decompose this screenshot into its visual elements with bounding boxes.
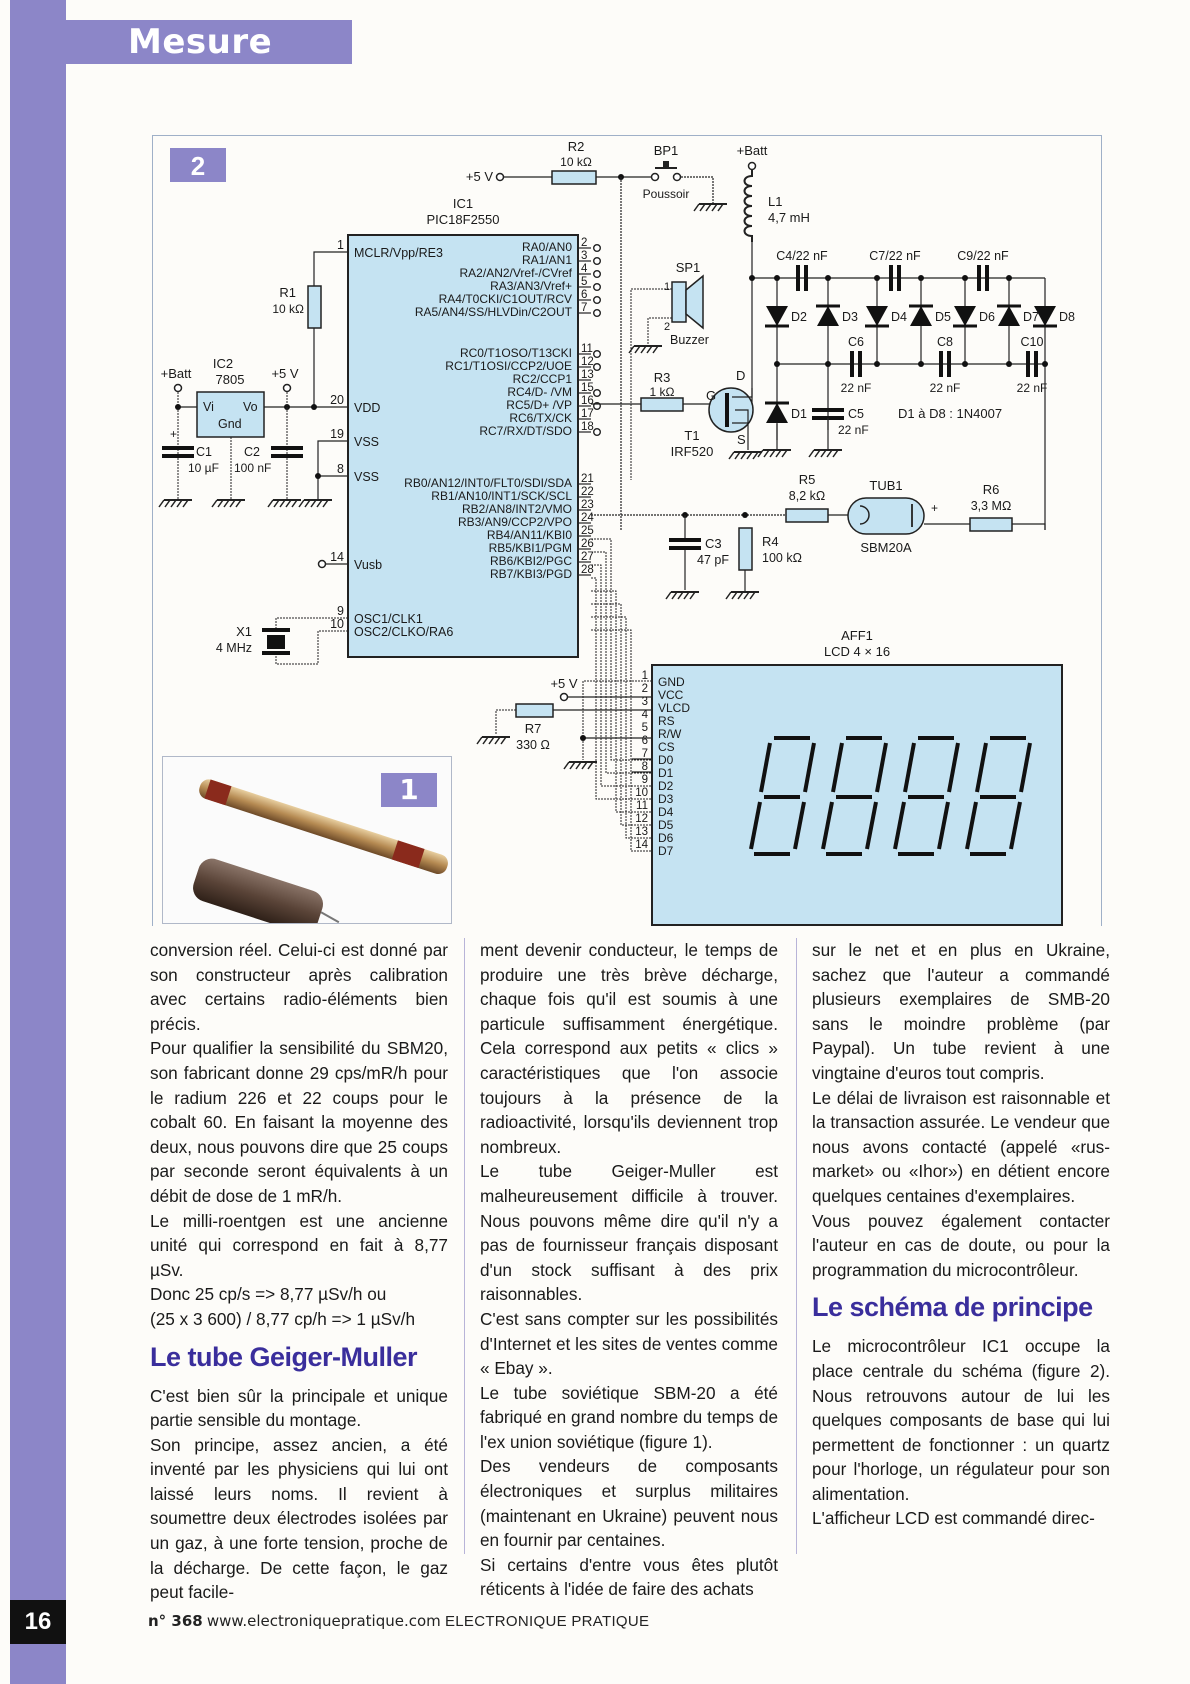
paragraph: Pour qualifier la sensibilité du SBM20, son fabricant donne 29 cps/mR/h pour le radium 226 et 22 coups pour le cobalt 60. En faisant la moyenne des deux, nous pouvons dire que 25 coups par seconde seront équivalents à un débit de dose de 1 mR/h.: [150, 1038, 448, 1206]
c7-label: C7/22 nF: [869, 249, 921, 263]
l1-value: 4,7 mH: [768, 210, 810, 225]
ic1-pin-number: 8: [337, 462, 344, 476]
pin-terminal: [594, 284, 601, 291]
r5-ref: R5: [798, 472, 816, 487]
c6-value: 22 nF: [840, 381, 872, 395]
lcd-pin-number: 2: [641, 683, 648, 695]
paragraph: (25 x 3 600) / 8,77 cp/h => 1 µSv/h: [150, 1308, 416, 1329]
r2-ref: R2: [567, 139, 585, 154]
pin-terminal: [594, 429, 601, 436]
ic1-pin-number: 28: [581, 564, 594, 576]
r6-ref: R6: [982, 482, 1000, 497]
sp1-ref: SP1: [675, 260, 701, 275]
lcd-pin-name: RS: [658, 714, 675, 728]
r1-ref: R1: [279, 285, 296, 300]
c2-value: 100 nF: [234, 461, 272, 475]
paragraph: C'est sans compter sur les possibilités d'Internet et les sites de ventes comme « Ebay ».: [480, 1308, 778, 1379]
ic1-pin-name: RC2/CCP1: [512, 372, 572, 386]
tub1-part: SBM20A: [860, 540, 912, 555]
ic1-pin-number: 7: [581, 302, 588, 314]
paragraph: ment devenir conducteur, le temps de produire une très brève décharge, chaque fois qu'il est soumis à une particule suffisamment énergétique. Cela correspond aux petits « clics » caractéristiques que l'on associe toujours à la présence de la radioactivité, lorsqu'ils deviennent trop nombreux.: [480, 940, 778, 1157]
d5-diode: [909, 306, 933, 326]
ic2-vi: Vi: [203, 400, 214, 414]
r2-value: 10 kΩ: [560, 155, 592, 169]
lcd-pin-number: 10: [635, 787, 648, 799]
ic1-pin-name: RC4/D- /VM: [507, 385, 572, 399]
figure-1-photo: [162, 756, 452, 924]
column-divider: [796, 938, 797, 1554]
d4-diode: [865, 306, 889, 326]
ic1-pin-number: 10: [330, 617, 344, 631]
ic1-pin-number: 24: [581, 512, 594, 524]
d6-diode: [953, 306, 977, 326]
ic1-pin-number: 3: [581, 250, 588, 262]
ic1-pin-name: RC7/RX/DT/SDO: [479, 424, 572, 438]
ic1-pin-name: RC0/T1OSO/T13CKI: [459, 346, 572, 360]
r4-resistor: [739, 528, 752, 570]
ic1-pin-number: 16: [581, 395, 594, 407]
aff1-part: LCD 4 × 16: [823, 644, 891, 659]
lcd-pin-number: 1: [641, 670, 648, 682]
pin-terminal: [594, 351, 601, 358]
pin-terminal: [594, 310, 601, 317]
ic1-pin-number: 26: [581, 538, 594, 550]
column-divider: [464, 938, 465, 1554]
ic1-pin-name: MCLR/Vpp/RE3: [354, 246, 443, 260]
svg-text:2: 2: [664, 321, 671, 333]
pin-terminal: [594, 245, 601, 252]
r3-value: 1 kΩ: [649, 385, 675, 399]
ic1-pin-name: RB4/AN11/KBI0: [486, 528, 572, 542]
section-heading: Le schéma de principe: [812, 1292, 1093, 1323]
ic1-pin-name: RB5/KBI1/PGM: [488, 541, 572, 555]
ic1-pin-number: 11: [581, 343, 593, 355]
r1-value: 10 kΩ: [272, 302, 304, 316]
bp1-name: Poussoir: [642, 187, 690, 201]
ic1-pin-number: 5: [581, 276, 588, 288]
lcd-pin-number: 11: [636, 800, 648, 812]
r6-value: 3,3 MΩ: [970, 499, 1012, 513]
ic1-pin-number: 21: [581, 473, 594, 485]
t1-part: IRF520: [670, 444, 714, 459]
d4-ref: D4: [891, 310, 907, 324]
pin-terminal: [594, 297, 601, 304]
ic1-pin-name: Vusb: [354, 558, 383, 572]
lcd-pin-name: VCC: [658, 688, 684, 702]
r4-value: 100 kΩ: [762, 551, 802, 565]
lcd-pin-name: VLCD: [658, 701, 691, 715]
page-number: 16: [10, 1600, 66, 1644]
ic2-gnd: Gnd: [218, 417, 242, 431]
ic1-pin-name: VSS: [354, 470, 380, 484]
lcd-pin-name: D3: [658, 792, 674, 806]
ic1-pin-number: 25: [581, 525, 594, 537]
c9-label: C9/22 nF: [957, 249, 1009, 263]
article-column-1: [150, 938, 448, 1605]
article-column-2: [480, 938, 778, 1602]
ic1-pin-number: 17: [581, 408, 594, 420]
d7-ref: D7: [1023, 310, 1039, 324]
ic1-pin-number: 18: [581, 421, 594, 433]
ic1-pin-number: 1: [337, 238, 344, 252]
d2-diode: [765, 306, 789, 326]
ic2-output-label: +5 V: [271, 366, 299, 381]
d2-ref: D2: [791, 310, 807, 324]
lcd-pin-number: 13: [635, 826, 648, 838]
ic2-ref: IC2: [212, 356, 234, 371]
ic2-input-label: +Batt: [160, 366, 192, 381]
c1-value: 10 µF: [188, 461, 219, 475]
paragraph: Le microcontrôleur IC1 occupe la place centrale du schéma (figure 2). Nous retrouvons autour de lui les quelques composants de base qui lui permettent de fonctionner : un quartz pour l'horloge, un régulateur pour son alimentation.: [812, 1336, 1110, 1504]
lcd-pin-name: CS: [658, 740, 675, 754]
ic1-pin-name: RC1/T1OSI/CCP2/UOE: [445, 359, 572, 373]
l1-ref: L1: [768, 194, 783, 209]
lcd-pin-number: 12: [635, 813, 648, 825]
pin-terminal: [594, 364, 601, 371]
paragraph: Si certains d'entre vous êtes plutôt réticents à l'idée de faire des achats: [480, 1554, 778, 1600]
figure-2-badge: 2: [190, 151, 206, 181]
ic1-pin-name: RA5/AN4/SS/HLVDin/C2OUT: [414, 305, 572, 319]
lcd-pin-number: 9: [641, 774, 648, 786]
lcd-supply-label: +5 V: [550, 676, 578, 691]
r6-resistor: [970, 518, 1012, 531]
lcd-pin-name: D7: [658, 844, 674, 858]
t1-source-label: S: [737, 432, 746, 447]
ic1-pin-number: 6: [581, 289, 588, 301]
rubric-title: Mesure: [128, 22, 273, 62]
svg-text:+: +: [170, 427, 178, 441]
x1-value: 4 MHz: [215, 641, 252, 655]
pin-terminal: [594, 258, 601, 265]
d1-ref: D1: [791, 407, 807, 421]
lcd-pin-number: 6: [641, 735, 648, 747]
d3-ref: D3: [842, 310, 858, 324]
magazine-brand: ELECTRONIQUE PRATIQUE: [444, 1613, 650, 1630]
ic1-pin-number: 14: [330, 550, 344, 564]
ic1-pin-name: RA2/AN2/Vref-/CVref: [459, 266, 572, 280]
ic1-pin-name: RB1/AN10/INT1/SCK/SCL: [431, 489, 572, 503]
paragraph: sur le net et en plus en Ukraine, sachez que l'auteur a commandé plusieurs exemplaires de SMB-20 sans le moindre problème (par Paypal). Un tube revient à une vingtaine d'euros tout compris.: [812, 940, 1110, 1083]
ic1-pin-number: 9: [337, 604, 344, 618]
r5-value: 8,2 kΩ: [788, 489, 826, 503]
pin-terminal: [594, 390, 601, 397]
c5-value: 22 nF: [838, 423, 869, 437]
ic1-pin-number: 15: [581, 382, 594, 394]
c10-value: 22 nF: [1016, 381, 1048, 395]
ic1-pin-name: RC5/D+ /VP: [506, 398, 572, 412]
r7-resistor: [516, 704, 553, 717]
ic1-pin-name: RA3/AN3/Vref+: [490, 279, 572, 293]
lcd-pin-name: R/W: [658, 727, 682, 741]
pin-terminal: [594, 271, 601, 278]
ic2-part: 7805: [215, 372, 245, 387]
tub1-ref: TUB1: [869, 478, 903, 493]
ic1-pin-name: RB2/AN8/INT2/VMO: [461, 502, 572, 516]
ic1-pin-name: RA0/AN0: [521, 240, 572, 254]
d8-ref: D8: [1059, 310, 1075, 324]
ic1-pin-name: VDD: [354, 401, 381, 415]
l1-inductor: [745, 170, 753, 242]
lcd-pin-name: D5: [658, 818, 674, 832]
x1-crystal: [267, 635, 285, 649]
ic1-pin-name: OSC1/CLK1: [354, 612, 423, 626]
paragraph: Son principe, assez ancien, a été inventé par les physiciens qui lui ont laissé leurs noms. Il revient à soumettre deux électrodes isolées par un gaz, à une forte tension, proche de la décharge. De cette façon, le gaz peut facile-: [150, 1434, 448, 1603]
lcd-pin-number: 14: [635, 839, 648, 851]
sp1-name: Buzzer: [670, 333, 709, 347]
lcd-pin-name: D4: [658, 805, 674, 819]
paragraph: Le délai de livraison est raisonnable et la transaction assurée. Le vendeur que nous avons contacté (appelé «rus-market» ou «Ihor») en détient encore quelques centaines d'exemplaires.: [812, 1087, 1110, 1206]
paragraph: Donc 25 cp/s => 8,77 µSv/h ou: [150, 1284, 387, 1305]
sp1-buzzer: [672, 282, 686, 322]
paragraph: conversion réel. Celui-ci est donné par son constructeur après calibration avec certains radio-éléments bien précis.: [150, 940, 448, 1034]
paragraph: Des vendeurs de composants électroniques et surplus militaires (maintenant en Ukraine) peuvent nous en fournir par centaines.: [480, 1456, 778, 1551]
footer-credits: [148, 1612, 649, 1630]
paragraph: C'est bien sûr la principale et unique partie sensible du montage.: [150, 1385, 448, 1431]
figure-1-badge: 1: [381, 773, 437, 807]
r5-resistor: [786, 509, 828, 522]
paragraph: Le milli-roentgen est une ancienne unité qui correspond en fait à 8,77 µSv.: [150, 1210, 448, 1280]
ic1-pin-number: 13: [581, 369, 594, 381]
issue-number: n° 368: [148, 1612, 203, 1630]
d7-diode: [997, 306, 1021, 326]
ic1-pin-name: RA4/T0CKI/C1OUT/RCV: [438, 292, 572, 306]
r7-value: 330 Ω: [516, 738, 550, 752]
ic1-pin-number: 23: [581, 499, 594, 511]
paragraph: L'afficheur LCD est commandé direc-: [812, 1508, 1095, 1529]
lcd-pin-number: 4: [641, 709, 648, 721]
magazine-url[interactable]: www.electroniquepratique.com: [206, 1612, 441, 1630]
lcd-pin-name: D0: [658, 753, 674, 767]
c3-value: 47 pF: [697, 553, 729, 567]
tub1-plus: +: [931, 501, 939, 515]
lcd-pin-name: D2: [658, 779, 674, 793]
ic1-pin-name: VSS: [354, 435, 380, 449]
ic1-pin-number: 27: [581, 551, 594, 563]
section-heading: Le tube Geiger-Muller: [150, 1341, 418, 1372]
ic1-pin-name: RC6/TX/CK: [509, 411, 572, 425]
r2-resistor: [552, 171, 596, 184]
r3-resistor: [641, 398, 683, 411]
c8-ref: C8: [937, 335, 953, 349]
ic1-pin-number: 2: [581, 237, 588, 249]
c10-ref: C10: [1020, 335, 1044, 349]
lcd-pin-name: D6: [658, 831, 674, 845]
r4-ref: R4: [762, 534, 779, 549]
ic1-pin-name: OSC2/CLKO/RA6: [354, 625, 454, 639]
ic1-pin-number: 22: [581, 486, 594, 498]
ic1-pin-number: 19: [330, 427, 344, 441]
c2-ref: C2: [244, 445, 260, 459]
paragraph: Le tube Geiger-Muller est malheureusement difficile à trouver. Nous pouvons même dire qu'il n'y a pas de fournisseur français disposant d'un stock suffisant à des prix raisonnables.: [480, 1161, 778, 1305]
d1-diode: [765, 403, 789, 423]
lcd-pin-number: 3: [641, 696, 648, 708]
t1-drain-label: D: [736, 368, 746, 383]
ic2-vo: Vo: [243, 400, 258, 414]
lcd-pin-number: 7: [641, 748, 648, 760]
d5-ref: D5: [935, 310, 951, 324]
paragraph: Le tube soviétique SBM-20 a été fabriqué en grand nombre du temps de l'ex union soviétique (figure 1).: [480, 1382, 778, 1452]
r1-resistor: [308, 286, 321, 328]
ic1-pin-name: RA1/AN1: [521, 253, 572, 267]
c4-label: C4/22 nF: [776, 249, 828, 263]
ground-symbol: [694, 204, 727, 211]
c6-ref: C6: [848, 335, 864, 349]
ic1-pin-number: 4: [581, 263, 588, 275]
lcd-pin-number: 5: [641, 722, 648, 734]
bp1-ref: BP1: [653, 143, 679, 158]
r3-ref: R3: [653, 370, 671, 385]
c5-ref: C5: [848, 407, 864, 421]
t1-gate-label: G: [706, 388, 717, 403]
lcd-pin-name: GND: [658, 675, 685, 689]
ic1-pin-number: 20: [330, 393, 344, 407]
aff1-ref: AFF1: [841, 628, 873, 643]
ic1-part: PIC18F2550: [426, 212, 500, 227]
d6-ref: D6: [979, 310, 995, 324]
t1-ref: T1: [684, 428, 700, 443]
ic1-pin-name: RB6/KBI2/PGC: [489, 554, 572, 568]
ic1-pin-name: RB3/AN9/CCP2/VPO: [457, 515, 572, 529]
svg-text:1: 1: [664, 281, 671, 293]
lcd-pin-number: 8: [641, 761, 648, 773]
c1-ref: C1: [196, 445, 212, 459]
r7-ref: R7: [524, 721, 542, 736]
x1-ref: X1: [236, 624, 252, 639]
r2-supply-label: +5 V: [465, 169, 493, 184]
ic1-pin-name: RB7/KBI3/PGD: [489, 567, 572, 581]
l1-supply-label: +Batt: [736, 143, 768, 158]
lcd-pin-name: D1: [658, 766, 674, 780]
paragraph: Vous pouvez également contacter l'auteur en cas de doute, ou pour la programmation du microcontrôleur.: [812, 1210, 1110, 1280]
c8-value: 22 nF: [929, 381, 961, 395]
d3-diode: [816, 306, 840, 326]
c3-ref: C3: [705, 536, 722, 551]
c3-capacitor: [669, 540, 701, 548]
diode-note: D1 à D8 : 1N4007: [898, 406, 1003, 421]
ic1-pin-name: RB0/AN12/INT0/FLT0/SDI/SDA: [404, 476, 572, 490]
article-column-3: [812, 938, 1110, 1531]
ic1-ref: IC1: [452, 196, 474, 211]
ic1-pin-number: 12: [581, 356, 594, 368]
